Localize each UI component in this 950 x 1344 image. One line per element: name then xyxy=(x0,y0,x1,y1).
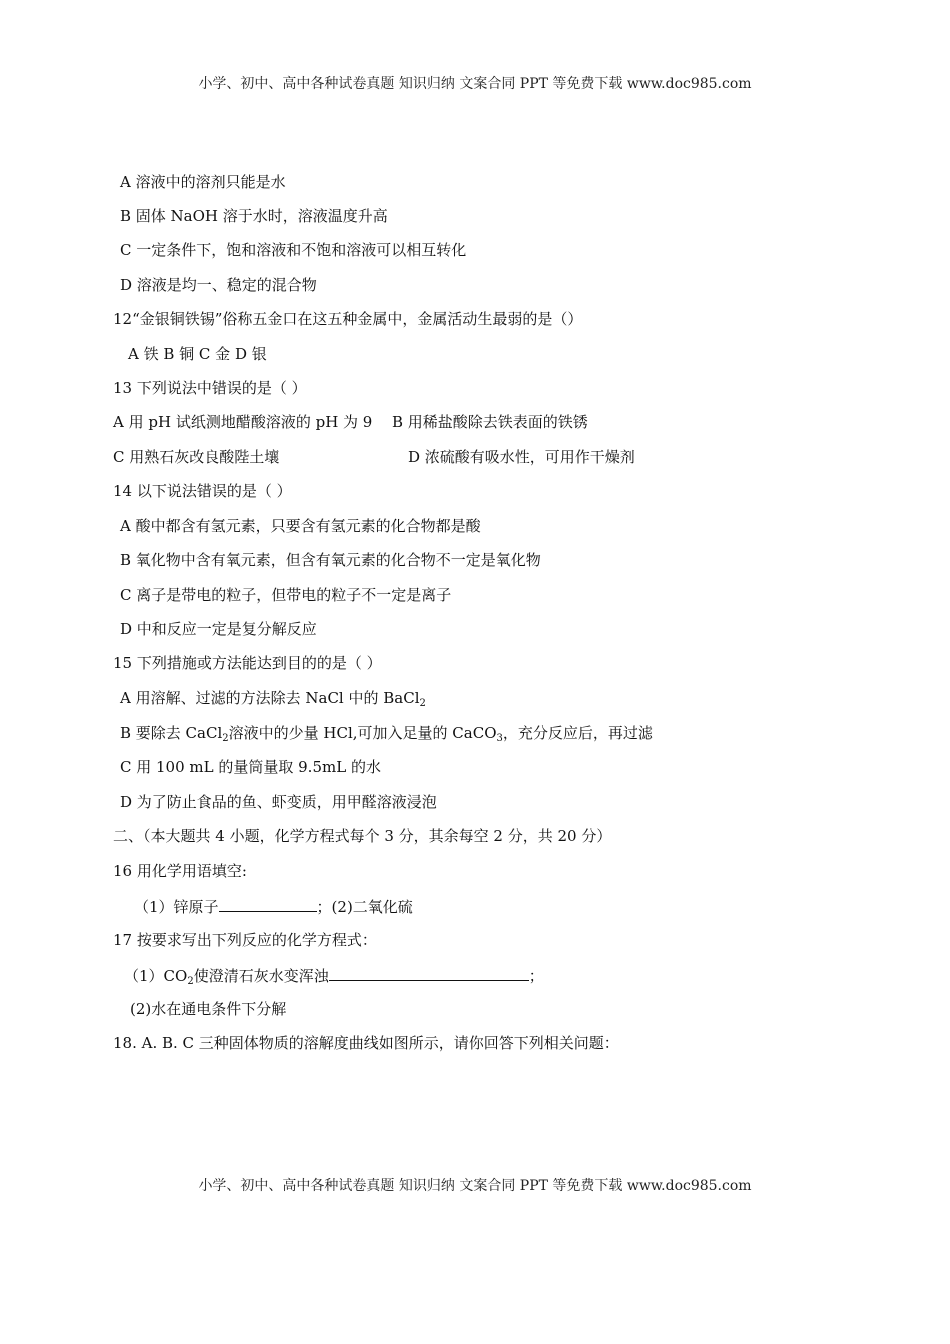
q11-option-c: C 一定条件下，饱和溶液和不饱和溶液可以相互转化 xyxy=(120,241,467,259)
q12-options: A 铁 B 铜 C 金 D 银 xyxy=(128,345,267,363)
q15-option-a-subscript: 2 xyxy=(419,698,426,709)
q16-part1-label: （1）锌原子 xyxy=(134,898,219,916)
q17-part1 xyxy=(124,964,544,986)
q15-option-c: C 用 100 mL 的量筒量取 9.5mL 的水 xyxy=(120,758,381,776)
q14-option-c: C 离子是带电的粒子，但带电的粒子不一定是离子 xyxy=(120,586,452,604)
q15-option-b-sub2: 3 xyxy=(496,733,503,744)
q16-answer-blank-1[interactable] xyxy=(219,895,317,912)
section-2-heading: 二、（本大题共 4 小题，化学方程式每个 3 分，其余每空 2 分，共 20 分） xyxy=(113,827,612,845)
q17-part1-pre: （1）CO xyxy=(124,967,188,985)
q13-option-b: B 用稀盐酸除去铁表面的铁锈 xyxy=(392,413,588,431)
q17-answer-blank-1[interactable] xyxy=(329,964,529,981)
q15-option-b-sub1: 2 xyxy=(222,733,229,744)
q13-option-c: C 用熟石灰改良酸陛土壤 xyxy=(113,448,280,466)
q15-option-d: D 为了防止食品的鱼、虾变质，用甲醛溶液浸泡 xyxy=(120,793,437,811)
q15-option-b-post: ，充分反应后，再过滤 xyxy=(502,724,653,742)
q14-option-b: B 氧化物中含有氧元素，但含有氧元素的化合物不一定是氧化物 xyxy=(120,551,541,569)
q17-stem: 17 按要求写出下列反应的化学方程式： xyxy=(113,931,377,949)
q12-stem: 12“金银铜铁锡”俗称五金口在这五种金属中，金属活动生最弱的是（） xyxy=(113,310,583,328)
q11-option-a: A 溶液中的溶剂只能是水 xyxy=(120,173,286,191)
q17-part1-text: 使澄清石灰水变浑浊 xyxy=(193,967,329,985)
q14-option-a: A 酸中都含有氢元素，只要含有氢元素的化合物都是酸 xyxy=(120,517,481,535)
q11-option-d: D 溶液是均一、稳定的混合物 xyxy=(120,276,317,294)
q18-stem: 18. A. B. C 三种固体物质的溶解度曲线如图所示，请你回答下列相关问题： xyxy=(113,1034,619,1052)
q15-option-b-pre: B 要除去 CaCl xyxy=(120,724,223,742)
q11-option-b: B 固体 NaOH 溶于水时，溶液温度升高 xyxy=(120,207,388,225)
q15-option-b-mid: 溶液中的少量 HCl,可加入足量的 CaCO xyxy=(228,724,497,742)
q17-part2: (2)水在通电条件下分解 xyxy=(130,1000,287,1018)
page-header: 小学、初中、高中各种试卷真题 知识归纳 文案合同 PPT 等免费下载 www.doc985.com xyxy=(198,76,752,92)
q16-parts xyxy=(134,895,413,917)
q16-stem: 16 用化学用语填空: xyxy=(113,862,247,880)
q17-part1-subscript: 2 xyxy=(187,976,194,987)
q13-stem: 13 下列说法中错误的是（ ） xyxy=(113,379,307,397)
q15-option-b xyxy=(120,723,653,743)
page-footer: 小学、初中、高中各种试卷真题 知识归纳 文案合同 PPT 等免费下载 www.doc985.com xyxy=(198,1178,752,1194)
q17-part1-end: ； xyxy=(528,967,544,985)
q15-option-a-text: A 用溶解、过滤的方法除去 NaCl 中的 BaCl xyxy=(120,689,420,707)
q14-option-d: D 中和反应一定是复分解反应 xyxy=(120,620,317,638)
q16-part2-label: ；(2)二氧化硫 xyxy=(316,898,413,916)
q13-option-d: D 浓硫酸有吸水性，可用作干燥剂 xyxy=(408,448,635,466)
q15-option-a xyxy=(120,688,426,708)
q13-option-a: A 用 pH 试纸测地醋酸溶液的 pH 为 9 xyxy=(113,413,373,431)
q15-stem: 15 下列措施或方法能达到目的的是（ ） xyxy=(113,654,382,672)
q14-stem: 14 以下说法错误的是（ ） xyxy=(113,482,292,500)
